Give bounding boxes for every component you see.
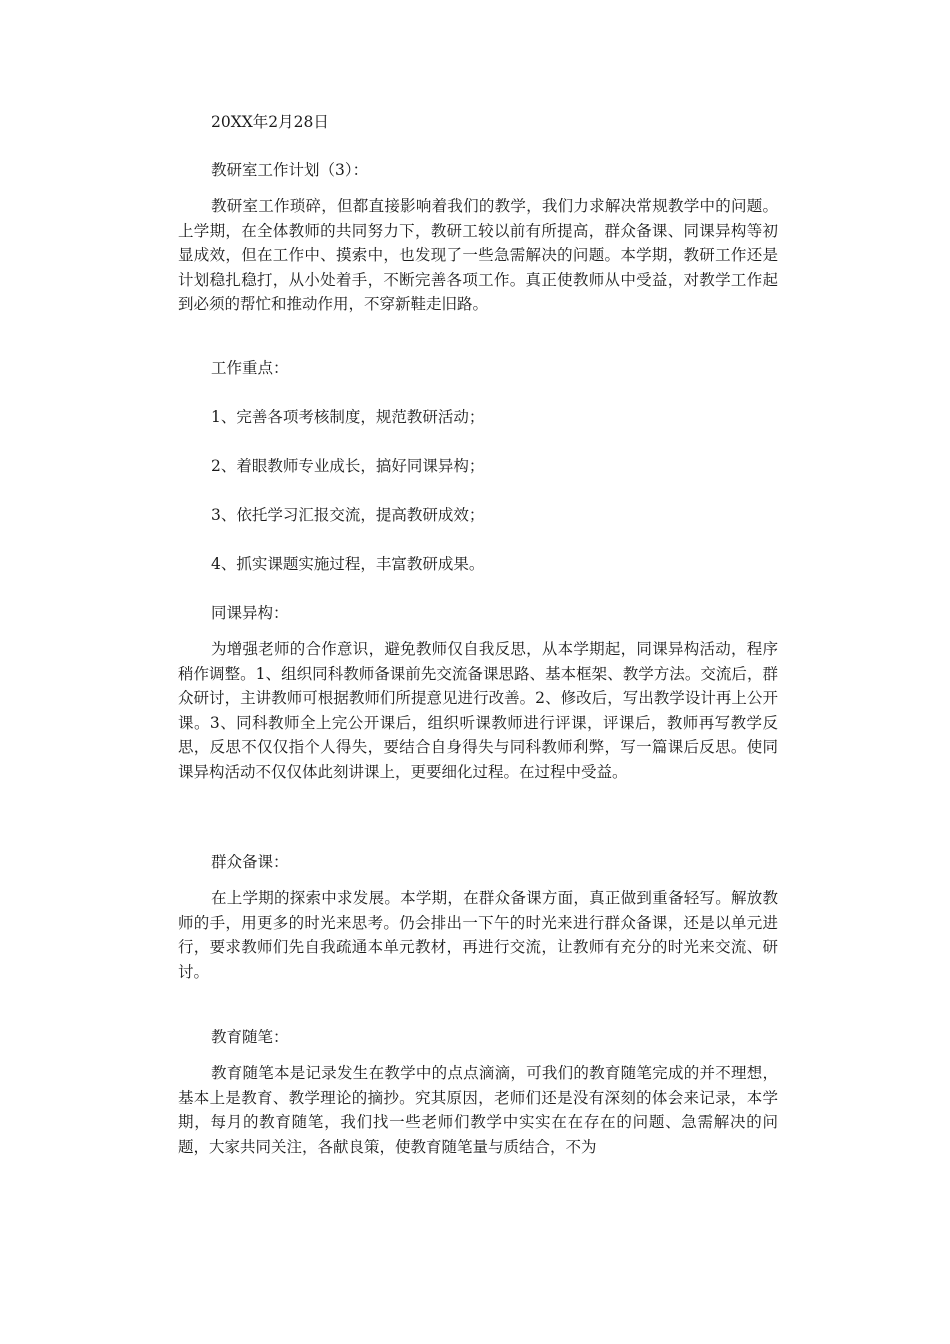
section-heading-beike: 群众备课： — [211, 853, 289, 871]
section-body-suibi: 教育随笔本是记录发生在教学中的点点滴滴，可我们的教育随笔完成的并不理想，基本上是教育、教学理论的摘抄。究其原因，老师们还是没有深刻的体会来记录，本学期，每月的教育随笔，我们找一些老师们教学中实实在在存在的问题、急需解决的问题，大家共同关注，各献良策，使教育随笔量与质结合，不为 — [178, 1064, 778, 1156]
section-body-beike: 在上学期的探索中求发展。本学期，在群众备课方面，真正做到重备轻写。解放教师的手，用更多的时光来思考。仍会排出一下午的时光来进行群众备课，还是以单元进行，要求教师们先自我疏通本单元教材，再进行交流，让教师有充分的时光来交流、研讨。 — [178, 889, 778, 981]
section-heading-suibi: 教育随笔： — [211, 1028, 289, 1046]
document-date: 20XX年2月28日 — [211, 113, 329, 131]
focus-item: 2、着眼教师专业成长，搞好同课异构； — [211, 457, 485, 475]
section-body-tongke: 为增强老师的合作意识，避免教师仅自我反思，从本学期起，同课异构活动，程序稍作调整。1、组织同科教师备课前先交流备课思路、基本框架、教学方法。交流后，群众研讨，主讲教师可根据教师们所提意见进行改善。2、修改后，写出教学设计再上公开课。3、同科教师全上完公开课后，组织听课教师进行评课，评课后，教师再写教学反思，反思不仅仅指个人得失，要结合自身得失与同科教师利弊，写一篇课后反思。使同课异构活动不仅仅体此刻讲课上，更要细化过程。在过程中受益。 — [178, 640, 778, 781]
focus-item: 3、依托学习汇报交流，提高教研成效； — [211, 506, 485, 524]
document-title: 教研室工作计划（3）： — [211, 161, 369, 179]
focus-item: 4、抓实课题实施过程，丰富教研成果。 — [211, 555, 485, 573]
focus-heading: 工作重点： — [211, 359, 289, 377]
intro-paragraph: 教研室工作琐碎，但都直接影响着我们的教学，我们力求解决常规教学中的问题。上学期，在全体教师的共同努力下，教研工较以前有所提高，群众备课、同课异构等初显成效，但在工作中、摸索中，也发现了一些急需解决的问题。本学期，教研工作还是计划稳扎稳打，从小处着手，不断完善各项工作。真正使教师从中受益，对教学工作起到必须的帮忙和推动作用，不穿新鞋走旧路。 — [178, 197, 778, 313]
section-heading-tongke: 同课异构： — [211, 604, 289, 622]
focus-item: 1、完善各项考核制度，规范教研活动； — [211, 408, 485, 426]
